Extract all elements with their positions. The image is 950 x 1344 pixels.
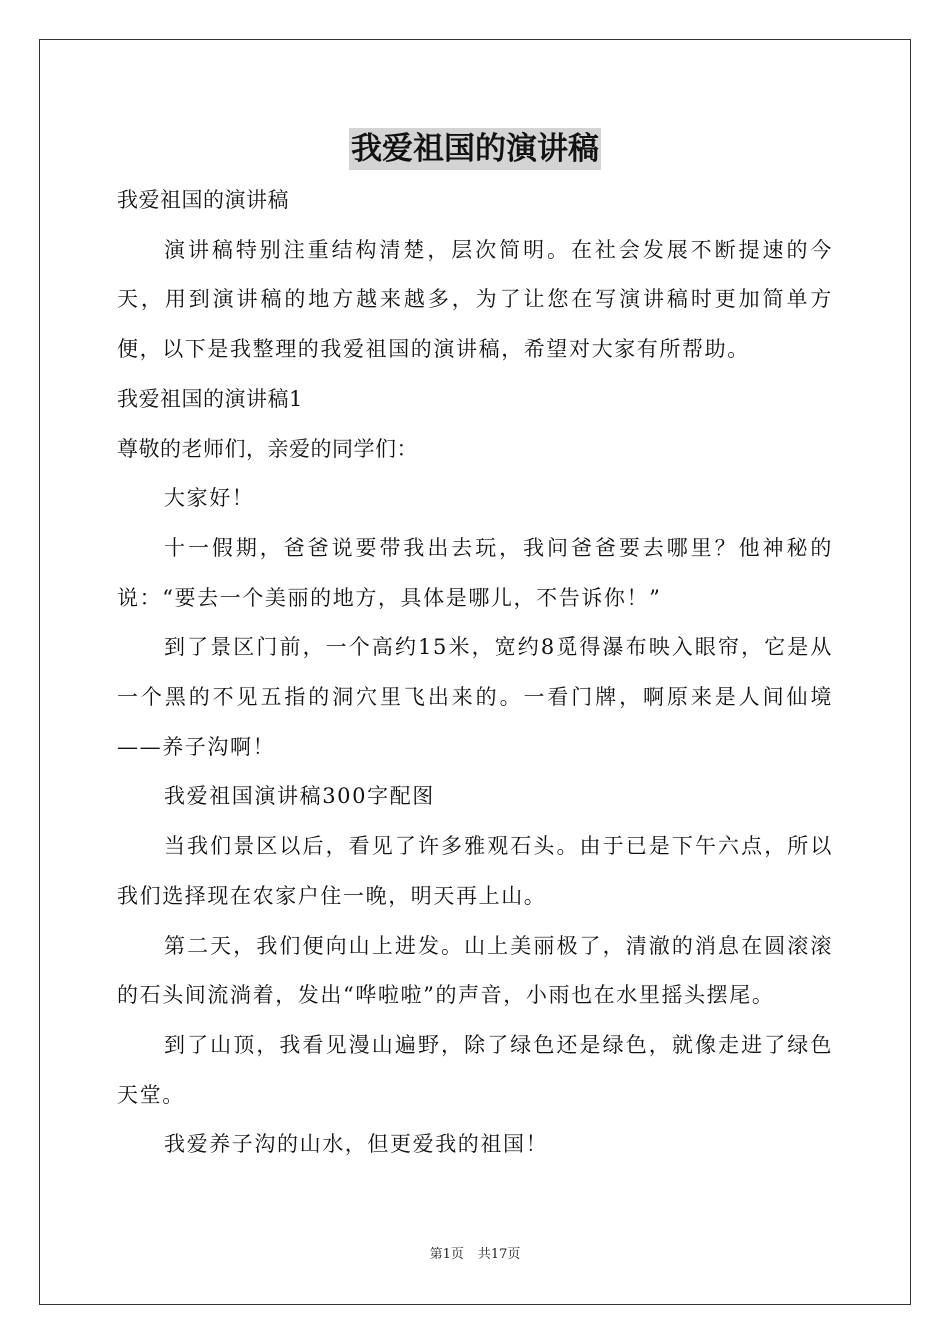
- document-body: [117, 176, 833, 1170]
- paragraph: 尊敬的老师们，亲爱的同学们：: [117, 436, 418, 461]
- paragraph: 第二天，我们便向山上进发。山上美丽极了，清澈的消息在圆滚滚的石头间流淌着，发出“哗啦啦”的声音，小雨也在水里摇头摆尾。: [117, 933, 833, 1008]
- page-total: 共17页: [477, 1247, 521, 1262]
- page-number: 第1页: [429, 1247, 464, 1262]
- paragraph: 到了景区门前，一个高约15米，宽约8觅得瀑布映入眼帘，它是从一个黑的不见五指的洞穴里飞出来的。一看门牌，啊原来是人间仙境——养子沟啊！: [117, 635, 833, 759]
- paragraph: 我爱祖国的演讲稿1: [117, 386, 303, 411]
- paragraph: 当我们景区以后，看见了许多雅观石头。由于已是下午六点，所以我们选择现在农家户住一晚，明天再上山。: [117, 834, 833, 908]
- paragraph: 到了山顶，我看见漫山遍野，除了绿色还是绿色，就像走进了绿色天堂。: [117, 1032, 833, 1107]
- paragraph: 我爱祖国的演讲稿: [117, 188, 289, 212]
- paragraph: 大家好！: [164, 486, 255, 511]
- paragraph: 我爱养子沟的山水，但更爱我的祖国！: [164, 1132, 549, 1157]
- page-footer: [0, 1246, 950, 1264]
- document-title: 我爱祖国的演讲稿: [349, 128, 601, 170]
- title-container: [0, 128, 950, 170]
- paragraph: 我爱祖国演讲稿300字配图: [164, 784, 435, 809]
- paragraph: 十一假期，爸爸说要带我出去玩，我问爸爸要去哪里？他神秘的说：“要去一个美丽的地方，具体是哪儿，不告诉你！”: [117, 535, 833, 610]
- paragraph: 演讲稿特别注重结构清楚，层次简明。在社会发展不断提速的今天，用到演讲稿的地方越来越多，为了让您在写演讲稿时更加简单方便，以下是我整理的我爱祖国的演讲稿，希望对大家有所帮助。: [117, 237, 833, 362]
